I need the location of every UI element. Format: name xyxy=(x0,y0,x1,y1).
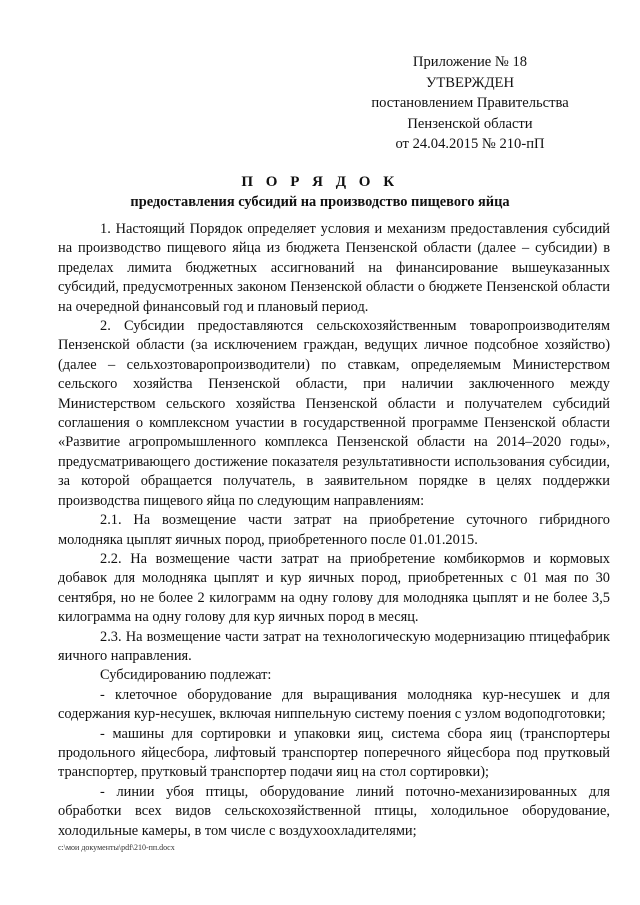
region-label: Пензенской области xyxy=(407,115,533,132)
decree-date-number: от 24.04.2015 № 210-пП xyxy=(395,136,545,153)
paragraph-2-3: 2.3. На возмещение части затрат на технологическую модернизацию птицефабрик яичного направления. xyxy=(58,628,610,664)
paragraph-2: 2. Субсидии предоставляются сельскохозяйственным товаропроизводителям Пензенской области (за исключением граждан, ведущих личное подсобное хозяйство) (далее – сельхозтоваропроизводители) по ставкам, определяемым Министерством сельского хозяйства Пензенской области, при наличии заключенного между Министерством сельского хозяйства Пензенской области и получателем субсидий соглашения о комплексном участии в государственной программе Пензенской области «Развитие агропромышленного комплекса Пензенской области на 2014–2020 годы», предусматривающего достижение показателя результативности использования субсидии, за которой обращается получатель, в заявительном порядке в целях поддержки производства пищевого яйца по следующим направлениям: xyxy=(58,318,610,509)
document-title: П О Р Я Д О К xyxy=(241,174,399,190)
list-item-cage-equipment: - клеточное оборудование для выращивания молодняка кур-несушек и для содержания кур-несушек, включая ниппельную систему поения с узлом водоподготовки; xyxy=(58,686,610,723)
paragraph-2-1: 2.1. На возмещение части затрат на приобретение суточного гибридного молодняка цыплят яичных пород, приобретенного после 01.01.2015. xyxy=(58,512,610,548)
approval-block xyxy=(350,52,590,155)
paragraph-2-2: 2.2. На возмещение части затрат на приобретение комбикормов и кормовых добавок для молодняка цыплят и кур яичных пород, приобретенных с 01 мая по 30 сентября, но не более 2 килограмм на одну голову для молодняка цыплят и не более 3,5 килограмма на одну голову для кур яичных пород в месяц. xyxy=(58,550,610,626)
appendix-number: Приложение № 18 xyxy=(412,54,528,70)
subsidy-subject-heading: Субсидированию подлежат: xyxy=(100,667,272,684)
document-subtitle: предоставления субсидий на производство пищевого яйца xyxy=(130,194,510,210)
list-item-slaughter-lines: - линии убоя птицы, оборудование линий поточно-механизированных для обработки всех видов сельскохозяйственной птицы, холодильное оборудование, холодильные камеры, в том числе с воздухоохладителями; xyxy=(58,783,610,839)
file-path-footer: c:\мои документы\pdf\210-пп.docx xyxy=(58,843,175,852)
document-body xyxy=(58,220,610,841)
paragraph-1: 1. Настоящий Порядок определяет условия и механизм предоставления субсидий на производство пищевого яйца из бюджета Пензенской области (далее – субсидии) в пределах лимита бюджетных ассигнований на финансирование вышеуказанных субсидий, предусмотренных законом Пензенской области о бюджете Пензенской области на очередной финансовый год и плановый период. xyxy=(58,221,610,315)
decree-label: постановлением Правительства xyxy=(371,95,569,112)
approved-label: УТВЕРЖДЕН xyxy=(426,74,514,91)
list-item-sorting-machines: - машины для сортировки и упаковки яиц, система сбора яиц (транспортеры продольного яйцесбора, лифтовый транспортер поперечного яйцесбора под прутковый транспортер, прутковый транспортер подачи яиц на стол сортировки); xyxy=(58,725,610,781)
